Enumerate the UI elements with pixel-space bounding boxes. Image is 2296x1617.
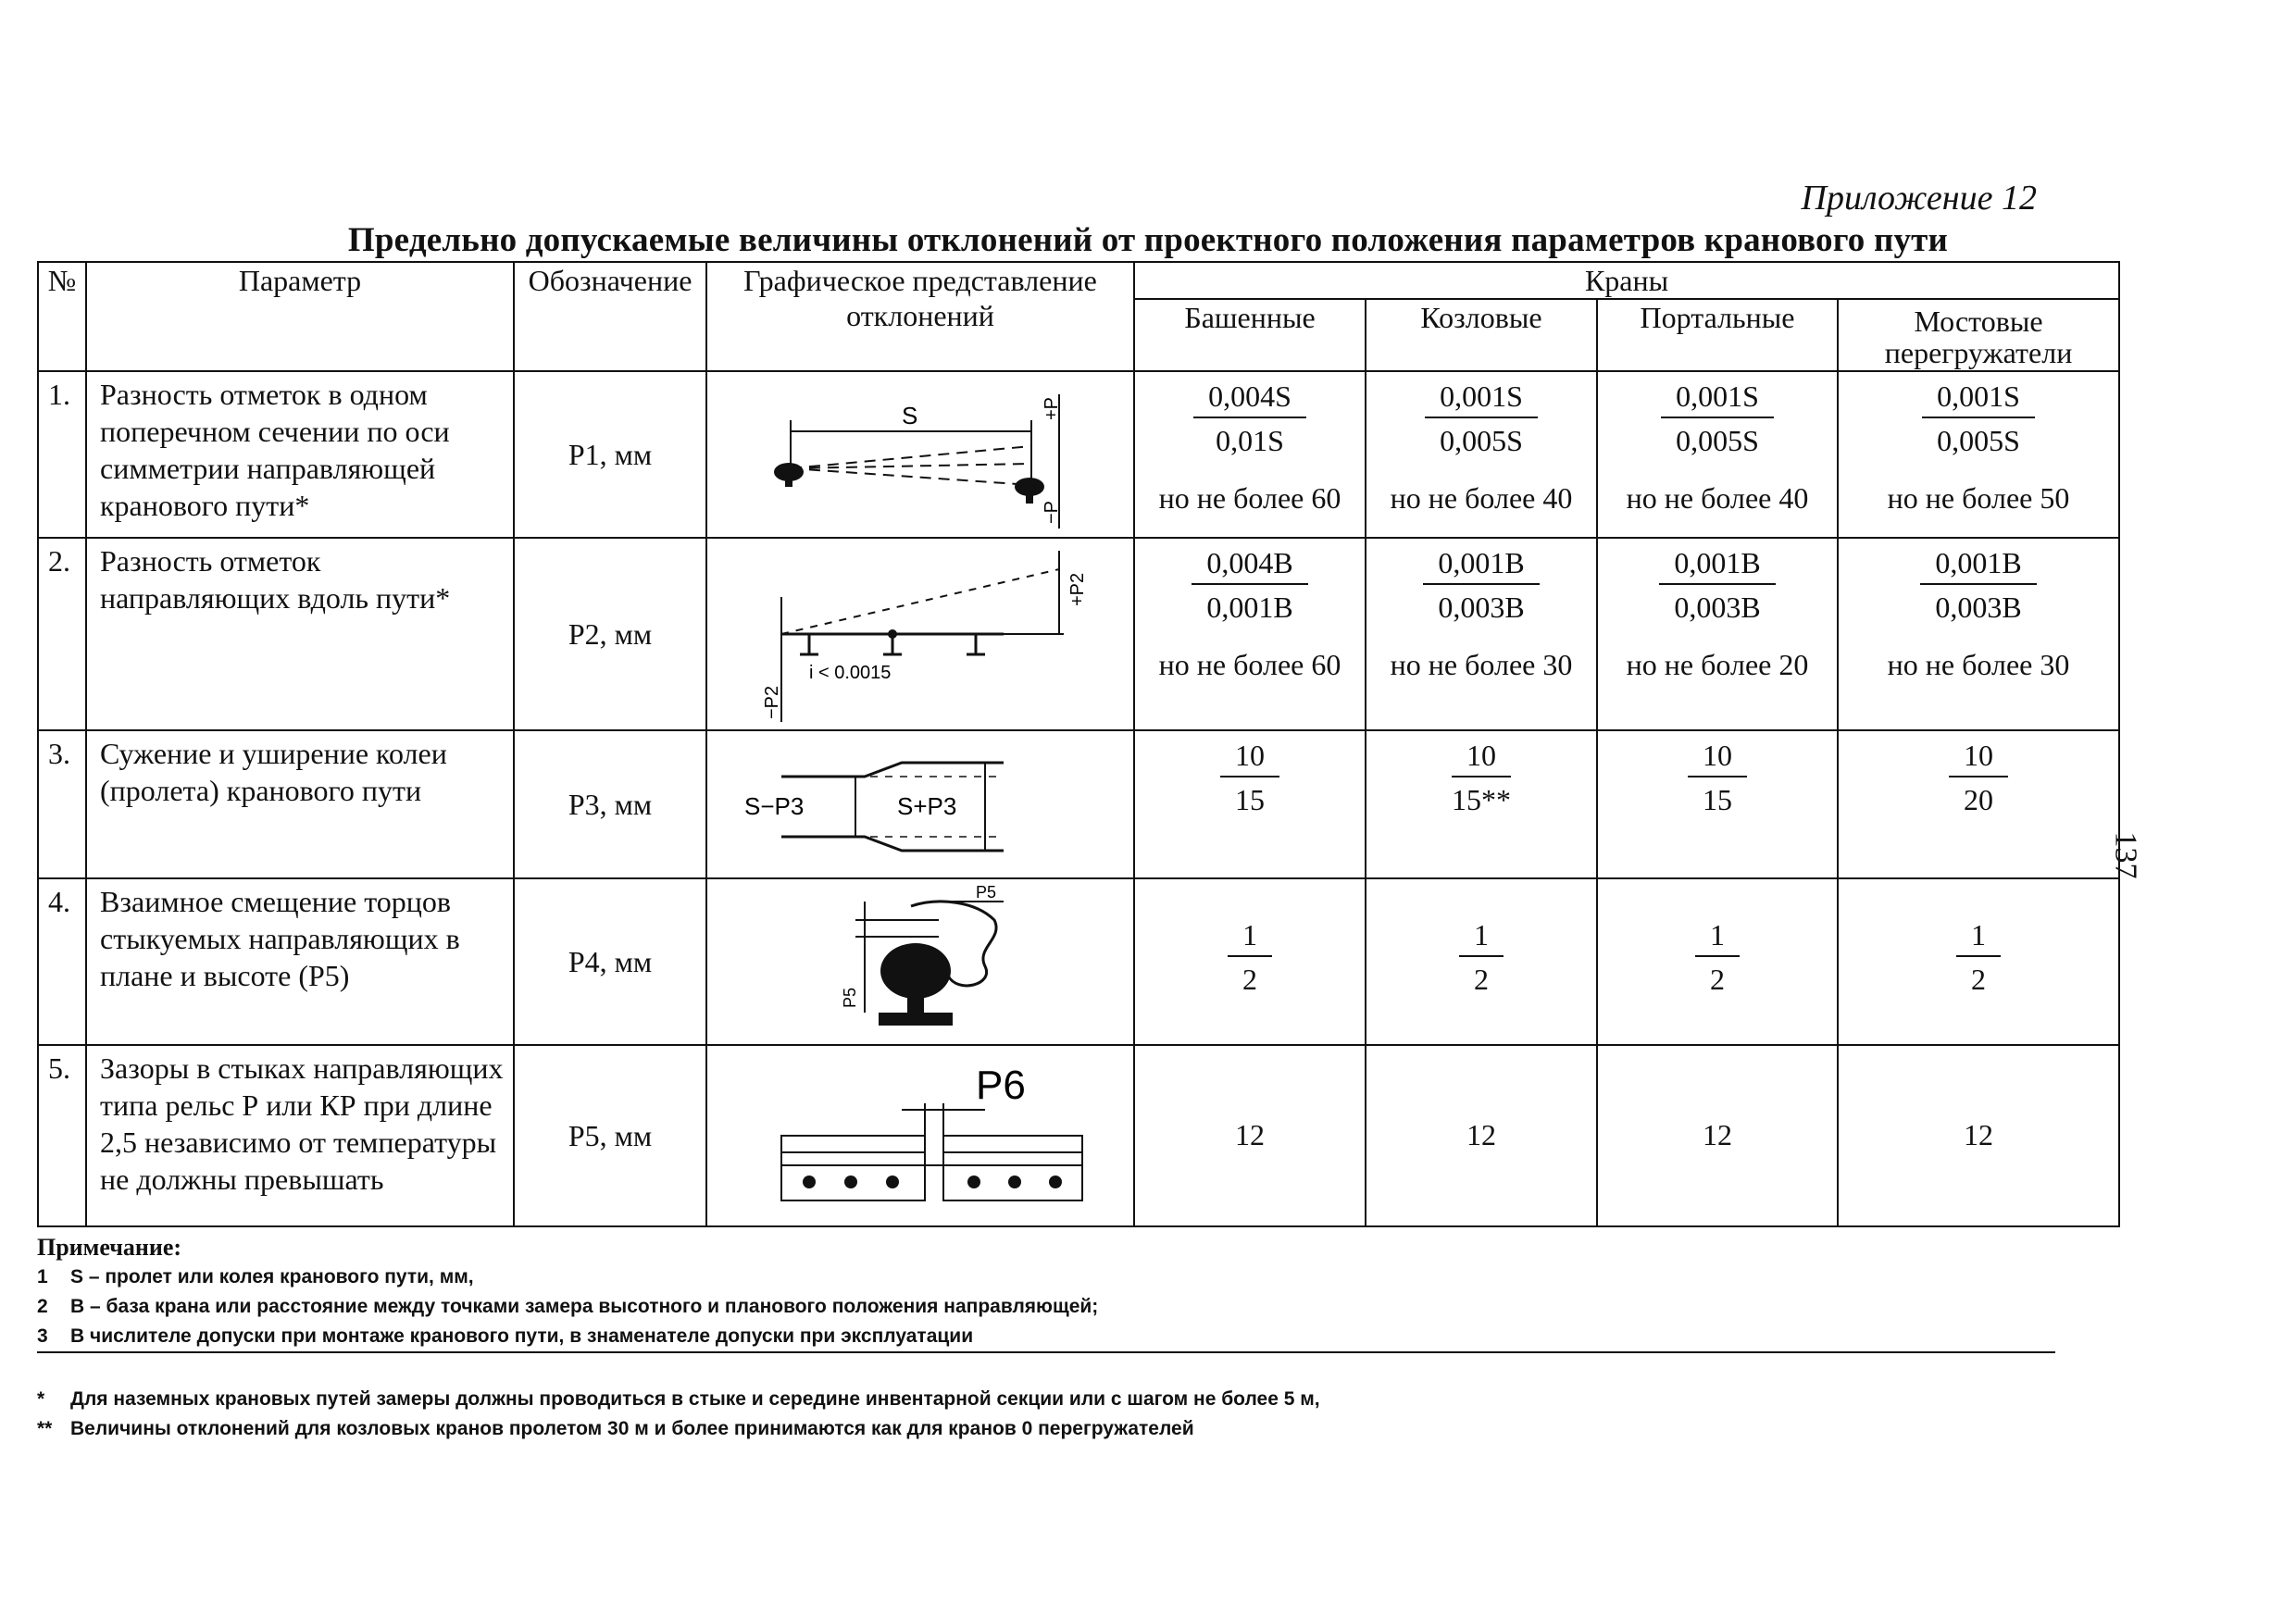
footnote-mark: * — [37, 1388, 45, 1410]
value-numerator: 10 — [1688, 737, 1747, 777]
header-num: № — [38, 262, 86, 371]
p4-diagram — [726, 883, 1115, 1040]
value-numerator: 0,001B — [1920, 544, 2036, 585]
row-designation: P4, мм — [514, 878, 706, 1045]
graphic-p5 — [706, 1045, 1134, 1226]
rail-segment-left — [781, 1136, 925, 1200]
value-cell — [1134, 878, 1366, 1045]
value-cell — [1838, 730, 2119, 878]
value-cell — [1838, 878, 2119, 1045]
header-designation: Обозначение — [514, 262, 706, 371]
deviation-table — [37, 261, 2120, 1227]
note-item — [37, 1322, 2055, 1353]
value-denominator: 0,005S — [1937, 424, 2020, 457]
graphic-p2 — [706, 538, 1134, 730]
row-designation: P3, мм — [514, 730, 706, 878]
value-denominator: 0,01S — [1216, 424, 1284, 457]
rail-profile — [880, 943, 951, 999]
table-row — [38, 730, 2119, 878]
p2-plus-label: +P2 — [1067, 572, 1088, 606]
row-designation: P1, мм — [514, 371, 706, 538]
p1-s-label: S — [902, 402, 918, 429]
value-single: 12 — [1703, 1118, 1732, 1151]
graphic-p4 — [706, 878, 1134, 1045]
value-single: 12 — [1466, 1118, 1496, 1151]
page-number: 137 — [2108, 831, 2143, 879]
value-numerator: 1 — [1956, 916, 2001, 957]
value-cell — [1838, 371, 2119, 538]
p1-minus-label: −P — [1042, 500, 1062, 524]
header-crane-portal: Портальные — [1597, 299, 1838, 371]
p1-plus-label: +P — [1042, 396, 1062, 420]
value-limit: но не более 30 — [1390, 648, 1573, 681]
note-text: B – база крана или расстояние между точками замера высотного и планового положения направляющей; — [70, 1296, 1099, 1317]
row-param: Взаимное смещение торцов стыкуемых направляющих в плане и высоте (P5) — [86, 878, 514, 1045]
value-cell — [1597, 538, 1838, 730]
note-text: В числителе допуски при монтаже кранового пути, в знаменателе допуски при эксплуатации — [70, 1325, 974, 1347]
value-denominator: 15 — [1235, 783, 1265, 816]
value-limit: но не более 50 — [1887, 481, 2070, 515]
row-num: 5. — [38, 1045, 86, 1226]
value-denominator: 15 — [1703, 783, 1732, 816]
header-crane-tower: Башенные — [1134, 299, 1366, 371]
value-numerator: 0,001S — [1661, 378, 1774, 418]
value-limit: но не более 40 — [1390, 481, 1573, 515]
value-cell — [1134, 1045, 1366, 1226]
footnote-item — [37, 1385, 2055, 1414]
p6-label: P6 — [976, 1063, 1026, 1108]
value-numerator: 1 — [1459, 916, 1504, 957]
value-denominator: 2 — [1710, 963, 1725, 996]
value-limit: но не более 60 — [1158, 481, 1341, 515]
value-numerator: 10 — [1220, 737, 1279, 777]
footnote-mark: ** — [37, 1418, 53, 1439]
value-numerator: 1 — [1695, 916, 1740, 957]
value-cell — [1366, 878, 1597, 1045]
table-row — [38, 371, 2119, 538]
value-cell — [1838, 1045, 2119, 1226]
row-param: Зазоры в стыках направляющих типа рельс Р или КР при длине 2,5 независимо от температуры не должны превышать — [86, 1045, 514, 1226]
value-numerator: 0,001S — [1922, 378, 2035, 418]
p4-top-label: P5 — [976, 883, 997, 902]
value-cell — [1134, 538, 1366, 730]
value-denominator: 2 — [1474, 963, 1489, 996]
footnotes — [37, 1385, 2055, 1444]
value-cell — [1134, 730, 1366, 878]
p4-side-label: P5 — [841, 987, 859, 1008]
value-numerator: 1 — [1228, 916, 1272, 957]
value-denominator: 0,003B — [1438, 591, 1525, 624]
value-cell — [1597, 1045, 1838, 1226]
value-denominator: 0,005S — [1676, 424, 1759, 457]
p5-diagram — [726, 1052, 1115, 1219]
table-row — [38, 538, 2119, 730]
value-denominator: 0,001B — [1206, 591, 1293, 624]
p2-diagram — [726, 541, 1115, 727]
value-cell — [1597, 730, 1838, 878]
row-num: 1. — [38, 371, 86, 538]
table-row — [38, 1045, 2119, 1226]
p2-slope-label: i < 0.0015 — [809, 663, 892, 683]
value-denominator: 2 — [1242, 963, 1257, 996]
footnote-item — [37, 1414, 2055, 1444]
value-denominator: 0,003B — [1935, 591, 2022, 624]
row-num: 2. — [38, 538, 86, 730]
value-numerator: 0,001S — [1425, 378, 1538, 418]
value-numerator: 0,001B — [1659, 544, 1775, 585]
value-numerator: 0,004B — [1192, 544, 1307, 585]
value-cell — [1597, 878, 1838, 1045]
rail-segment-right — [943, 1136, 1082, 1200]
p3-wide-label: S+P3 — [897, 792, 957, 820]
note-number: 1 — [37, 1266, 48, 1287]
p3-diagram — [726, 735, 1115, 874]
header-crane-gantry: Козловые — [1366, 299, 1597, 371]
value-limit: но не более 20 — [1626, 648, 1809, 681]
graphic-p3 — [706, 730, 1134, 878]
row-num: 4. — [38, 878, 86, 1045]
value-denominator: 0,005S — [1440, 424, 1523, 457]
table-row — [38, 878, 2119, 1045]
value-denominator: 2 — [1971, 963, 1987, 996]
footnote-text: Величины отклонений для козловых кранов пролетом 30 м и более принимаются как для кранов 0 перегружателей — [70, 1418, 1194, 1439]
value-cell — [1366, 1045, 1597, 1226]
p2-minus-label: −P2 — [762, 685, 782, 719]
footnote-text: Для наземных крановых путей замеры должны проводиться в стыке и середине инвентарной секции или с шагом не более 5 м, — [70, 1388, 1320, 1410]
value-cell — [1366, 730, 1597, 878]
value-numerator: 0,004S — [1193, 378, 1306, 418]
value-cell — [1597, 371, 1838, 538]
row-designation: P5, мм — [514, 1045, 706, 1226]
row-num: 3. — [38, 730, 86, 878]
value-denominator: 20 — [1964, 783, 1994, 816]
note-number: 2 — [37, 1296, 48, 1317]
row-param: Разность отметок в одном поперечном сечении по оси симметрии направляющей кранового пути* — [86, 371, 514, 538]
value-numerator: 10 — [1452, 737, 1511, 777]
row-param: Разность отметок направляющих вдоль пути* — [86, 538, 514, 730]
note-number: 3 — [37, 1325, 48, 1347]
value-cell — [1366, 538, 1597, 730]
value-numerator: 10 — [1949, 737, 2008, 777]
note-item — [37, 1263, 2055, 1292]
p3-narrow-label: S−P3 — [744, 792, 805, 820]
header-cranes: Краны — [1134, 262, 2119, 299]
notes-heading: Примечание: — [37, 1234, 182, 1261]
header-crane-bridge: Мостовые перегружатели — [1838, 299, 2119, 371]
note-text: S – пролет или колея кранового пути, мм, — [70, 1266, 474, 1287]
row-designation: P2, мм — [514, 538, 706, 730]
value-limit: но не более 60 — [1158, 648, 1341, 681]
value-cell — [1838, 538, 2119, 730]
value-cell — [1366, 371, 1597, 538]
row-param: Сужение и уширение колеи (пролета) кранового пути — [86, 730, 514, 878]
header-param: Параметр — [86, 262, 514, 371]
value-single: 12 — [1964, 1118, 1994, 1151]
appendix-label: Приложение 12 — [1801, 179, 2037, 218]
value-cell — [1134, 371, 1366, 538]
p1-diagram — [726, 376, 1115, 533]
graphic-p1 — [706, 371, 1134, 538]
header-graphic: Графическое представление отклонений — [706, 262, 1134, 371]
value-numerator: 0,001B — [1423, 544, 1539, 585]
value-single: 12 — [1235, 1118, 1265, 1151]
value-denominator: 0,003B — [1674, 591, 1761, 624]
note-item — [37, 1292, 2055, 1322]
notes-section — [37, 1233, 2055, 1444]
value-denominator: 15** — [1452, 783, 1511, 816]
value-limit: но не более 40 — [1626, 481, 1809, 515]
value-limit: но не более 30 — [1887, 648, 2070, 681]
document-title: Предельно допускаемые величины отклонений от проектного положения параметров кранового пути — [347, 221, 1949, 259]
